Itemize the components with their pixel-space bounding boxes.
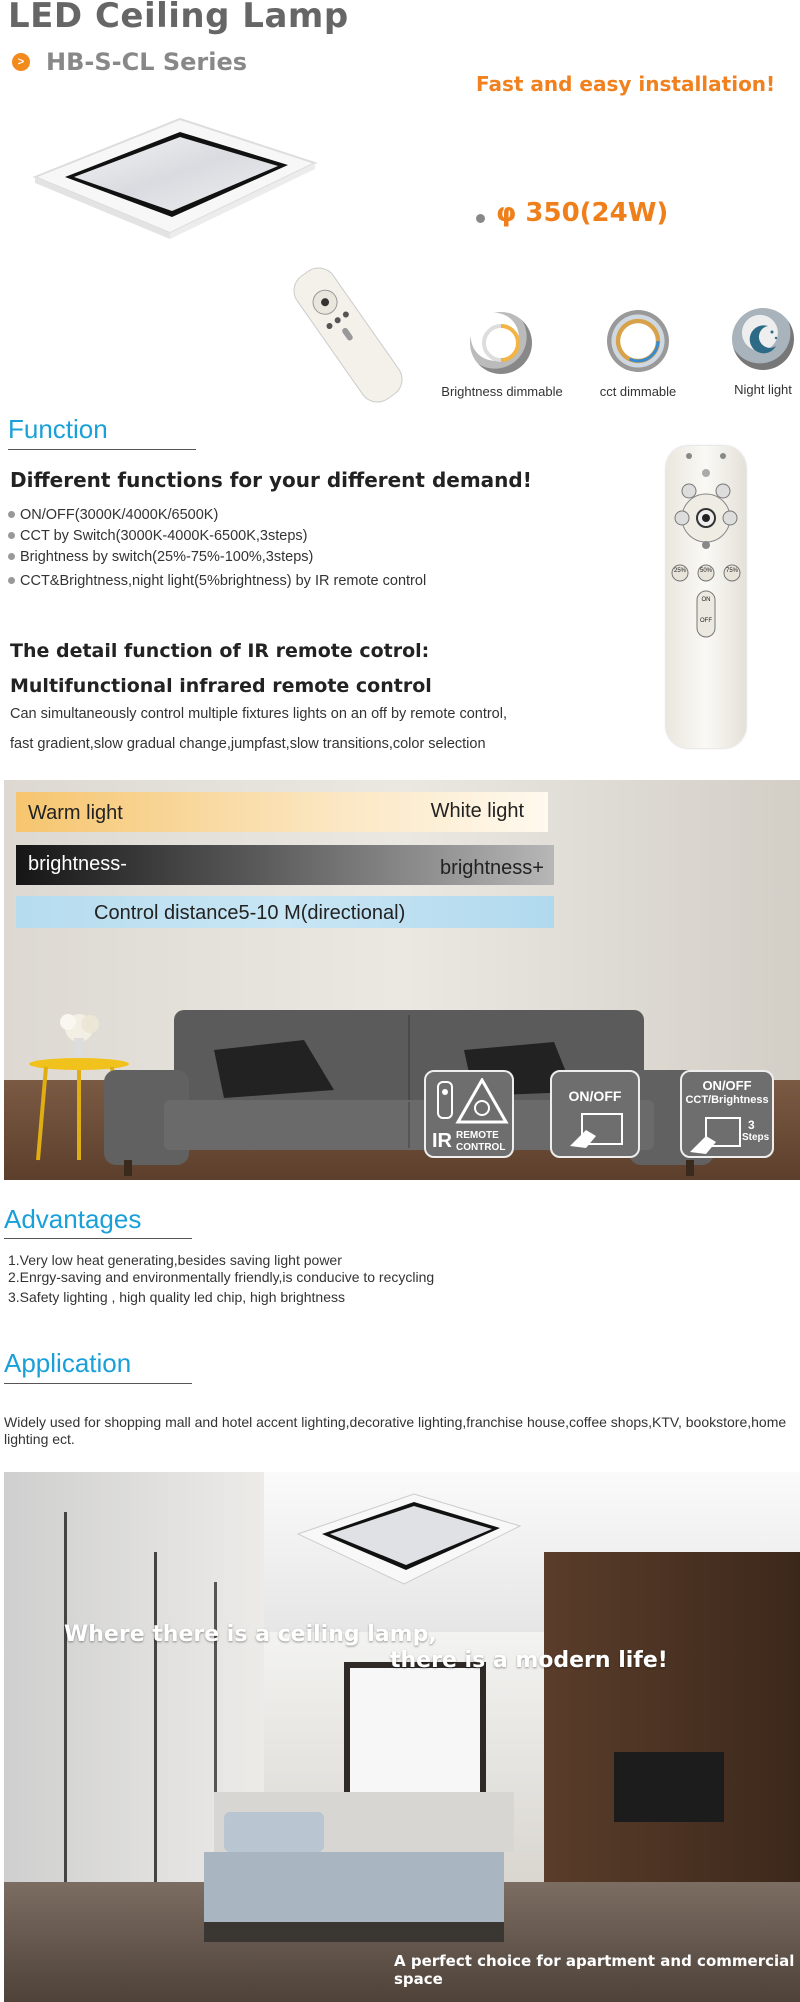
brightness-minus-label: brightness- — [28, 853, 127, 875]
ceiling-lamp-image — [294, 1492, 524, 1592]
ceiling-lamp-image — [30, 115, 320, 255]
white-light-label: White light — [430, 800, 524, 822]
function-heading: Function — [8, 414, 108, 444]
function-divider — [8, 449, 196, 450]
page-title: LED Ceiling Lamp — [8, 0, 349, 36]
badge-cct-text: CCT/Brightness — [685, 1094, 769, 1106]
ir-multi-heading: Multifunctional infrared remote control — [10, 675, 432, 697]
advantages-divider — [4, 1238, 192, 1239]
switch-hand-icon — [688, 1114, 744, 1156]
slogan-line-1: Where there is a ceiling lamp, — [64, 1622, 437, 1647]
advantage-item: 3.Safety lighting , high quality led chip, high brightness — [8, 1289, 345, 1305]
remote-button-off: OFF — [700, 618, 712, 624]
onoff-badge — [550, 1070, 640, 1158]
control-distance-label: Control distance5-10 M(directional) — [94, 902, 406, 924]
brightness-bar — [16, 845, 554, 885]
application-divider — [4, 1383, 192, 1384]
bedroom-scene — [4, 1472, 800, 2002]
moon-icon — [732, 308, 794, 370]
color-temp-bar — [16, 792, 548, 832]
brightness-icon — [470, 312, 532, 374]
badge-onoff-text: ON/OFF — [568, 1088, 622, 1104]
advantage-item: 1.Very low heat generating,besides saving light power — [8, 1252, 342, 1268]
remote-control-image — [268, 255, 428, 415]
ir-detail-heading: The detail function of IR remote cotrol: — [10, 640, 430, 662]
feature-label-brightness: Brightness dimmable — [441, 384, 563, 399]
remote-button-on: ON — [701, 597, 711, 603]
ir-detail-line-2: fast gradient,slow gradual change,jumpfast,slow transitions,color selection — [10, 736, 486, 752]
remote-button-25: 25% — [673, 568, 686, 574]
remote-button-75: 75% — [725, 568, 738, 574]
remote-button-50: 50% — [699, 568, 712, 574]
switch-hand-icon — [566, 1110, 626, 1152]
tv-image — [614, 1752, 724, 1822]
size-bullet-icon — [476, 214, 485, 223]
function-bullet: Brightness by switch(25%-75%-100%,3steps) — [8, 549, 313, 565]
badge-steps-num: 3 — [748, 1118, 755, 1132]
application-heading: Application — [4, 1348, 132, 1378]
installation-note: Fast and easy installation! — [476, 72, 776, 96]
slogan-line-2: there is a modern life! — [390, 1648, 668, 1673]
badge-steps-text: Steps — [742, 1132, 770, 1143]
feature-label-cct: cct dimmable — [599, 384, 677, 399]
function-bullet: CCT&Brightness,night light(5%brightness) by IR remote control — [8, 573, 426, 589]
warm-light-label: Warm light — [28, 802, 123, 824]
brightness-plus-label: brightness+ — [440, 857, 544, 879]
function-bullet: ON/OFF(3000K/4000K/6500K) — [8, 507, 218, 523]
series-name: HB-S-CL Series — [46, 48, 248, 76]
ir-detail-line-1: Can simultaneously control multiple fixtures lights on an off by remote control, — [10, 706, 508, 722]
remote-control-large — [666, 446, 746, 748]
advantage-item: 2.Enrgy-saving and environmentally friendly,is conducive to recycling — [8, 1269, 435, 1285]
feature-label-night: Night light — [734, 382, 792, 397]
badge-control-text: CONTROL — [456, 1142, 506, 1153]
badge-remote-text: REMOTE — [456, 1130, 499, 1141]
room-caption: A perfect choice for apartment and commercial space — [394, 1952, 795, 1988]
function-bullet: CCT by Switch(3000K-4000K-6500K,3steps) — [8, 528, 307, 544]
cct-icon — [607, 310, 669, 372]
distance-bar — [16, 896, 554, 928]
advantages-heading: Advantages — [4, 1204, 142, 1234]
living-room-scene — [4, 780, 800, 1180]
function-subheading: Different functions for your different demand! — [10, 468, 532, 492]
badge-onoff2-text: ON/OFF — [702, 1078, 752, 1093]
cct-brightness-badge — [680, 1070, 774, 1158]
lamp-size: φ 350(24W) — [496, 198, 669, 228]
series-bullet-icon: > — [12, 53, 30, 71]
badge-ir-text: IR — [432, 1130, 452, 1152]
application-text: Widely used for shopping mall and hotel accent lighting,decorative lighting,franchise house,coffee shops,KTV, bookstore,home lighting ect. — [4, 1414, 787, 1447]
ir-remote-badge — [424, 1070, 514, 1158]
bed-image — [204, 1772, 524, 1952]
